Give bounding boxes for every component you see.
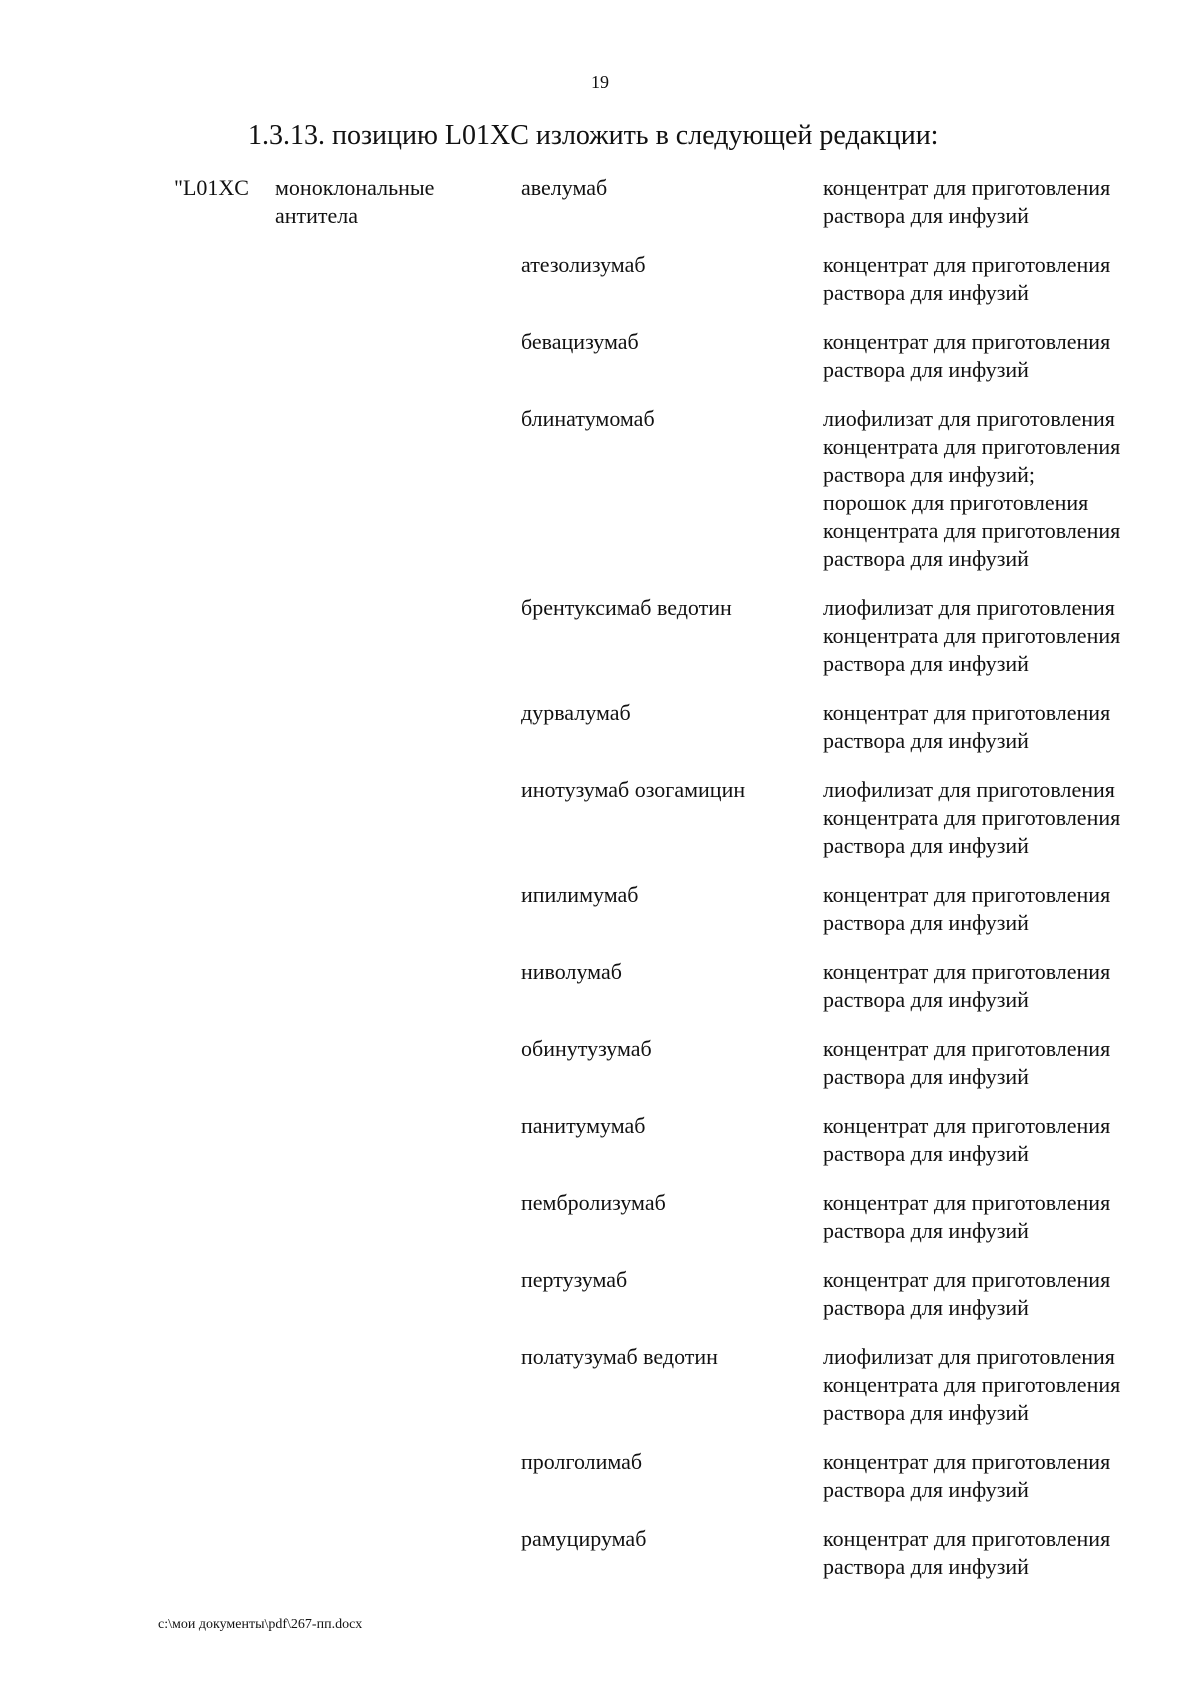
dosage-form-line: концентрат для приготовления [823, 959, 1111, 984]
page-number: 19 [591, 72, 609, 92]
file-path-footer: c:\мои документы\pdf\267-пп.docx [158, 1617, 363, 1632]
dosage-form-line: раствора для инфузий [823, 546, 1029, 571]
dosage-form [823, 1525, 1183, 1581]
drug-name: атезолизумаб [521, 252, 646, 277]
dosage-form-line: раствора для инфузий [823, 1477, 1029, 1502]
drug-name: пертузумаб [521, 1267, 628, 1292]
section-heading: 1.3.13. позицию L01XC изложить в следующей редакции: [248, 120, 939, 151]
dosage-form [823, 1448, 1183, 1504]
dosage-form [823, 881, 1183, 937]
drug-name: полатузумаб ведотин [521, 1344, 718, 1369]
drug-name: блинатумомаб [521, 406, 655, 431]
drug-row [0, 776, 1200, 860]
dosage-form [823, 1343, 1183, 1427]
dosage-form-line: лиофилизат для приготовления [823, 777, 1115, 802]
atc-group-line: моноклональные [275, 175, 435, 200]
dosage-form [823, 405, 1183, 573]
dosage-form-line: раствора для инфузий [823, 1141, 1029, 1166]
drug-name: инотузумаб озогамицин [521, 777, 746, 802]
drug-name: ниволумаб [521, 959, 622, 984]
dosage-form [823, 776, 1183, 860]
dosage-form-line: концентрата для приготовления [823, 805, 1121, 830]
drug-row [0, 1112, 1200, 1168]
dosage-form-line: лиофилизат для приготовления [823, 406, 1115, 431]
drug-table [0, 174, 1200, 1602]
dosage-form [823, 1035, 1183, 1091]
dosage-form-line: раствора для инфузий [823, 910, 1029, 935]
dosage-form [823, 699, 1183, 755]
dosage-form-line: концентрат для приготовления [823, 1526, 1111, 1551]
dosage-form-line: лиофилизат для приготовления [823, 595, 1115, 620]
drug-row [0, 251, 1200, 307]
dosage-form-line: раствора для инфузий [823, 1295, 1029, 1320]
drug-row [0, 1448, 1200, 1504]
drug-row [0, 1189, 1200, 1245]
dosage-form [823, 1189, 1183, 1245]
dosage-form-line: концентрат для приготовления [823, 175, 1111, 200]
dosage-form-line: концентрата для приготовления [823, 518, 1121, 543]
drug-row [0, 328, 1200, 384]
dosage-form-line: концентрат для приготовления [823, 882, 1111, 907]
dosage-form-line: концентрат для приготовления [823, 1267, 1111, 1292]
drug-name: бевацизумаб [521, 329, 639, 354]
dosage-form-line: концентрата для приготовления [823, 623, 1121, 648]
dosage-form-line: концентрат для приготовления [823, 1449, 1111, 1474]
dosage-form-line: раствора для инфузий; [823, 462, 1036, 487]
dosage-form-line: раствора для инфузий [823, 651, 1029, 676]
drug-row [0, 1525, 1200, 1581]
dosage-form-line: раствора для инфузий [823, 833, 1029, 858]
drug-name: панитумумаб [521, 1113, 646, 1138]
dosage-form-line: концентрат для приготовления [823, 329, 1111, 354]
drug-name: рамуцирумаб [521, 1526, 647, 1551]
drug-row [0, 1343, 1200, 1427]
drug-row [0, 699, 1200, 755]
drug-name: обинутузумаб [521, 1036, 652, 1061]
drug-name: пембролизумаб [521, 1190, 666, 1215]
dosage-form-line: лиофилизат для приготовления [823, 1344, 1115, 1369]
drug-row [0, 405, 1200, 573]
dosage-form-line: раствора для инфузий [823, 280, 1029, 305]
dosage-form-line: раствора для инфузий [823, 203, 1029, 228]
dosage-form [823, 594, 1183, 678]
atc-code: "L01XC [174, 175, 249, 200]
dosage-form [823, 958, 1183, 1014]
drug-row [0, 1266, 1200, 1322]
dosage-form-line: концентрат для приготовления [823, 700, 1111, 725]
atc-group-line: антитела [275, 203, 359, 228]
drug-name: брентуксимаб ведотин [521, 595, 732, 620]
dosage-form-line: раствора для инфузий [823, 987, 1029, 1012]
drug-name: дурвалумаб [521, 700, 631, 725]
dosage-form-line: раствора для инфузий [823, 357, 1029, 382]
drug-name: авелумаб [521, 175, 608, 200]
drug-row [0, 1035, 1200, 1091]
drug-row [0, 174, 1200, 230]
drug-row [0, 594, 1200, 678]
dosage-form [823, 1112, 1183, 1168]
dosage-form-line: концентрат для приготовления [823, 1036, 1111, 1061]
drug-name: ипилимумаб [521, 882, 639, 907]
dosage-form [823, 1266, 1183, 1322]
dosage-form-line: раствора для инфузий [823, 1064, 1029, 1089]
dosage-form [823, 251, 1183, 307]
dosage-form-line: порошок для приготовления [823, 490, 1089, 515]
dosage-form-line: раствора для инфузий [823, 1218, 1029, 1243]
dosage-form-line: раствора для инфузий [823, 1400, 1029, 1425]
dosage-form-line: раствора для инфузий [823, 728, 1029, 753]
dosage-form-line: раствора для инфузий [823, 1554, 1029, 1579]
dosage-form-line: концентрата для приготовления [823, 1372, 1121, 1397]
dosage-form-line: концентрат для приготовления [823, 1190, 1111, 1215]
dosage-form-line: концентрат для приготовления [823, 1113, 1111, 1138]
drug-row [0, 958, 1200, 1014]
drug-row [0, 881, 1200, 937]
dosage-form [823, 174, 1183, 230]
drug-name: пролголимаб [521, 1449, 643, 1474]
dosage-form-line: концентрата для приготовления [823, 434, 1121, 459]
dosage-form-line: концентрат для приготовления [823, 252, 1111, 277]
dosage-form [823, 328, 1183, 384]
